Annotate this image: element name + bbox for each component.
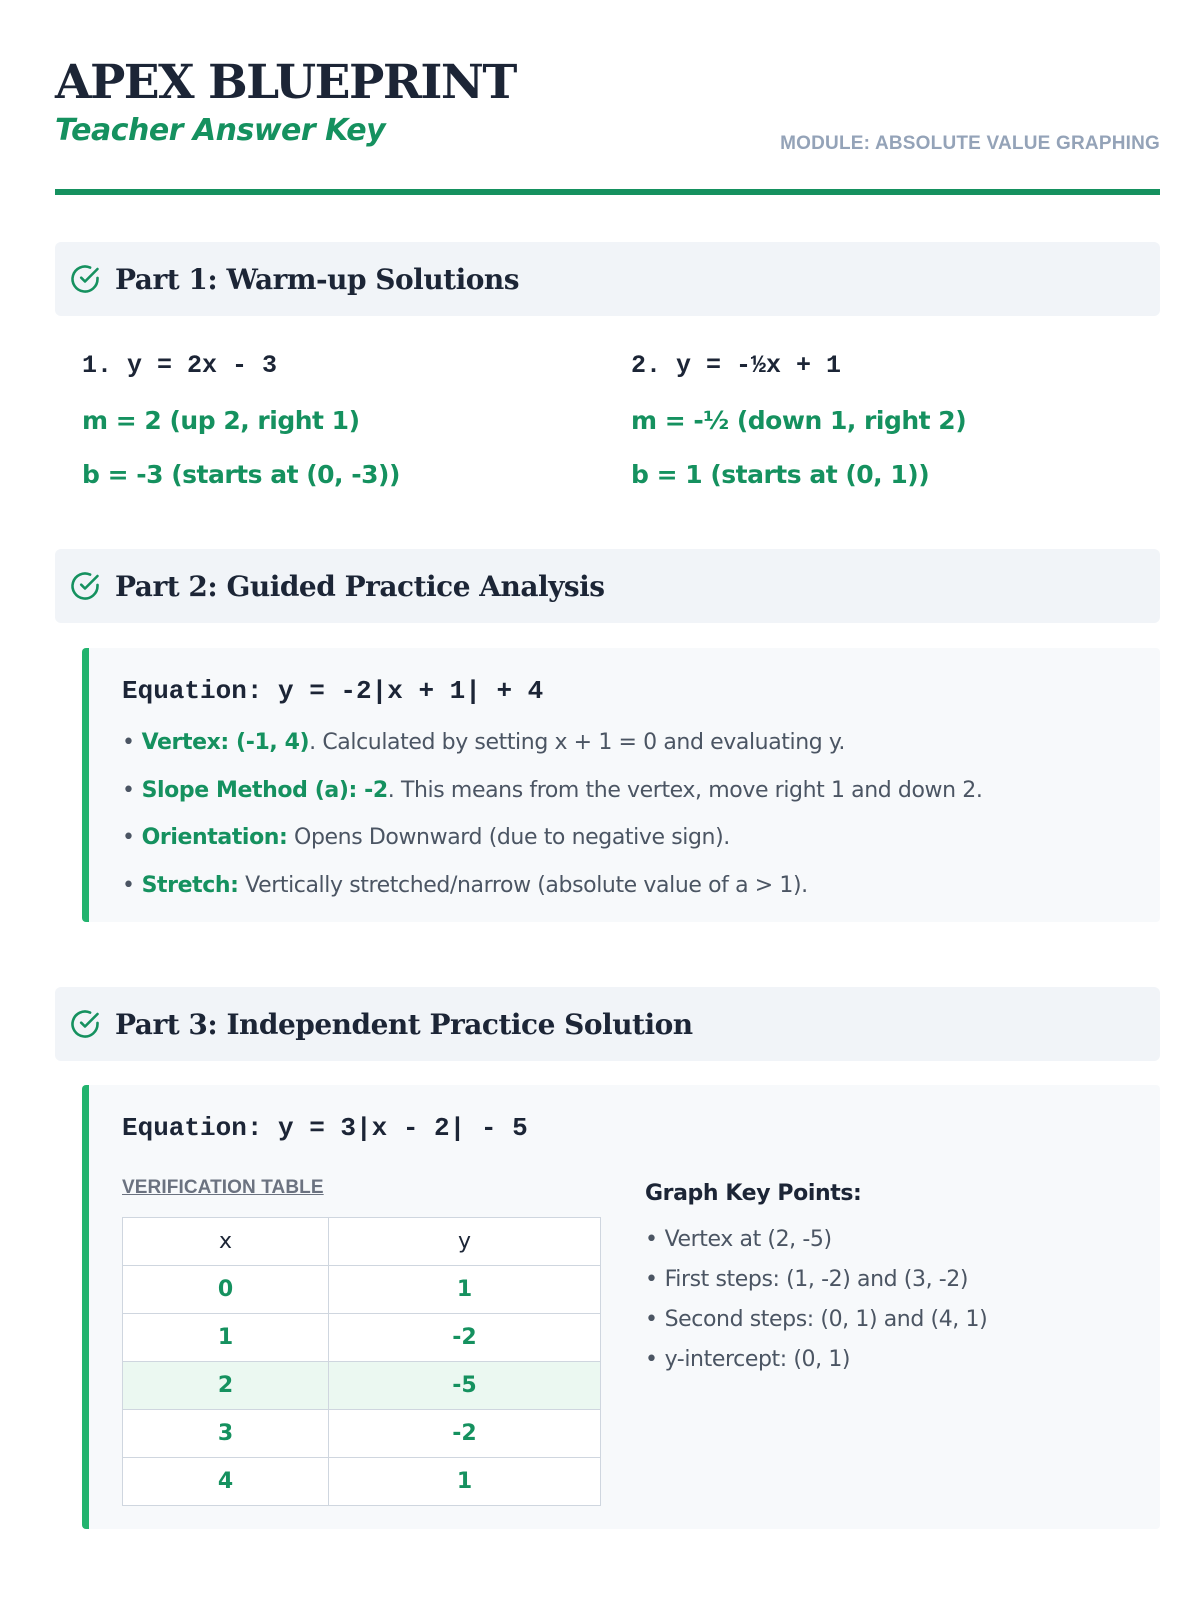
column-header-x: x: [123, 1218, 329, 1266]
analysis-list: [122, 728, 982, 918]
part2-section-header: [55, 549, 1160, 623]
warmup-problem-2: [631, 350, 1131, 490]
table-row: [123, 1410, 601, 1458]
table-cell-x: 2: [123, 1362, 329, 1410]
part2-equation: Equation: y = -2|x + 1| + 4: [122, 676, 544, 706]
table-cell-y: 1: [329, 1266, 601, 1314]
check-circle-icon: [69, 569, 103, 603]
list-item: • Vertex at (2, -5): [645, 1227, 832, 1252]
list-item: • Vertex: (-1, 4). Calculated by setting x + 1 = 0 and evaluating y.: [122, 730, 845, 755]
list-item: • Stretch: Vertically stretched/narrow (absolute value of a > 1).: [122, 872, 808, 898]
check-circle-icon: [69, 1007, 103, 1041]
part3-title: Part 3: Independent Practice Solution: [115, 1007, 693, 1041]
problem-intercept: b = -3 (starts at (0, -3)): [82, 460, 400, 489]
table-cell-y: -2: [329, 1314, 601, 1362]
guided-practice-panel: [82, 648, 1160, 922]
part2-title: Part 2: Guided Practice Analysis: [115, 569, 605, 603]
list-item: • Orientation: Opens Downward (due to negative sign).: [122, 825, 730, 850]
verification-table: [122, 1217, 601, 1506]
table-cell-y: -2: [329, 1410, 601, 1458]
key-points-title: Graph Key Points:: [645, 1181, 862, 1206]
brand-title: APEX BLUEPRINT: [55, 55, 516, 110]
table-row: [123, 1458, 601, 1506]
independent-practice-panel: [82, 1085, 1160, 1529]
warmup-problem-1: [82, 350, 582, 490]
part3-section-header: [55, 987, 1160, 1061]
part1-section-header: [55, 242, 1160, 316]
table-header-row: [123, 1218, 601, 1266]
table-cell-y: -5: [329, 1362, 601, 1410]
table-cell-x: 1: [123, 1314, 329, 1362]
list-item: • Second steps: (0, 1) and (4, 1): [645, 1307, 988, 1332]
table-cell-x: 4: [123, 1458, 329, 1506]
list-item: • y-intercept: (0, 1): [645, 1347, 851, 1372]
part3-equation: Equation: y = 3|x - 2| - 5: [122, 1113, 528, 1143]
problem-intercept: b = 1 (starts at (0, 1)): [631, 460, 930, 489]
table-cell-y: 1: [329, 1458, 601, 1506]
graph-key-points: [645, 1179, 987, 1385]
table-cell-x: 3: [123, 1410, 329, 1458]
list-item: • Slope Method (a): -2. This means from the vertex, move right 1 and down 2.: [122, 777, 983, 803]
key-points-list: [645, 1225, 987, 1385]
list-item: • First steps: (1, -2) and (3, -2): [645, 1267, 969, 1292]
column-header-y: y: [329, 1218, 601, 1266]
table-row: [123, 1314, 601, 1362]
module-label: MODULE: ABSOLUTE VALUE GRAPHING: [780, 133, 1160, 154]
page-header: [55, 55, 1160, 195]
table-cell-x: 0: [123, 1266, 329, 1314]
problem-slope: m = 2 (up 2, right 1): [82, 406, 360, 435]
problem-equation: 2. y = -½x + 1: [631, 351, 842, 380]
problem-equation: 1. y = 2x - 3: [82, 351, 278, 380]
verification-table-label: VERIFICATION TABLE: [122, 1177, 324, 1198]
problem-slope: m = -½ (down 1, right 2): [631, 406, 967, 435]
page-subtitle: Teacher Answer Key: [55, 113, 386, 148]
table-row-vertex: [123, 1362, 601, 1410]
table-row: [123, 1266, 601, 1314]
check-circle-icon: [69, 262, 103, 296]
part1-title: Part 1: Warm-up Solutions: [115, 262, 520, 296]
